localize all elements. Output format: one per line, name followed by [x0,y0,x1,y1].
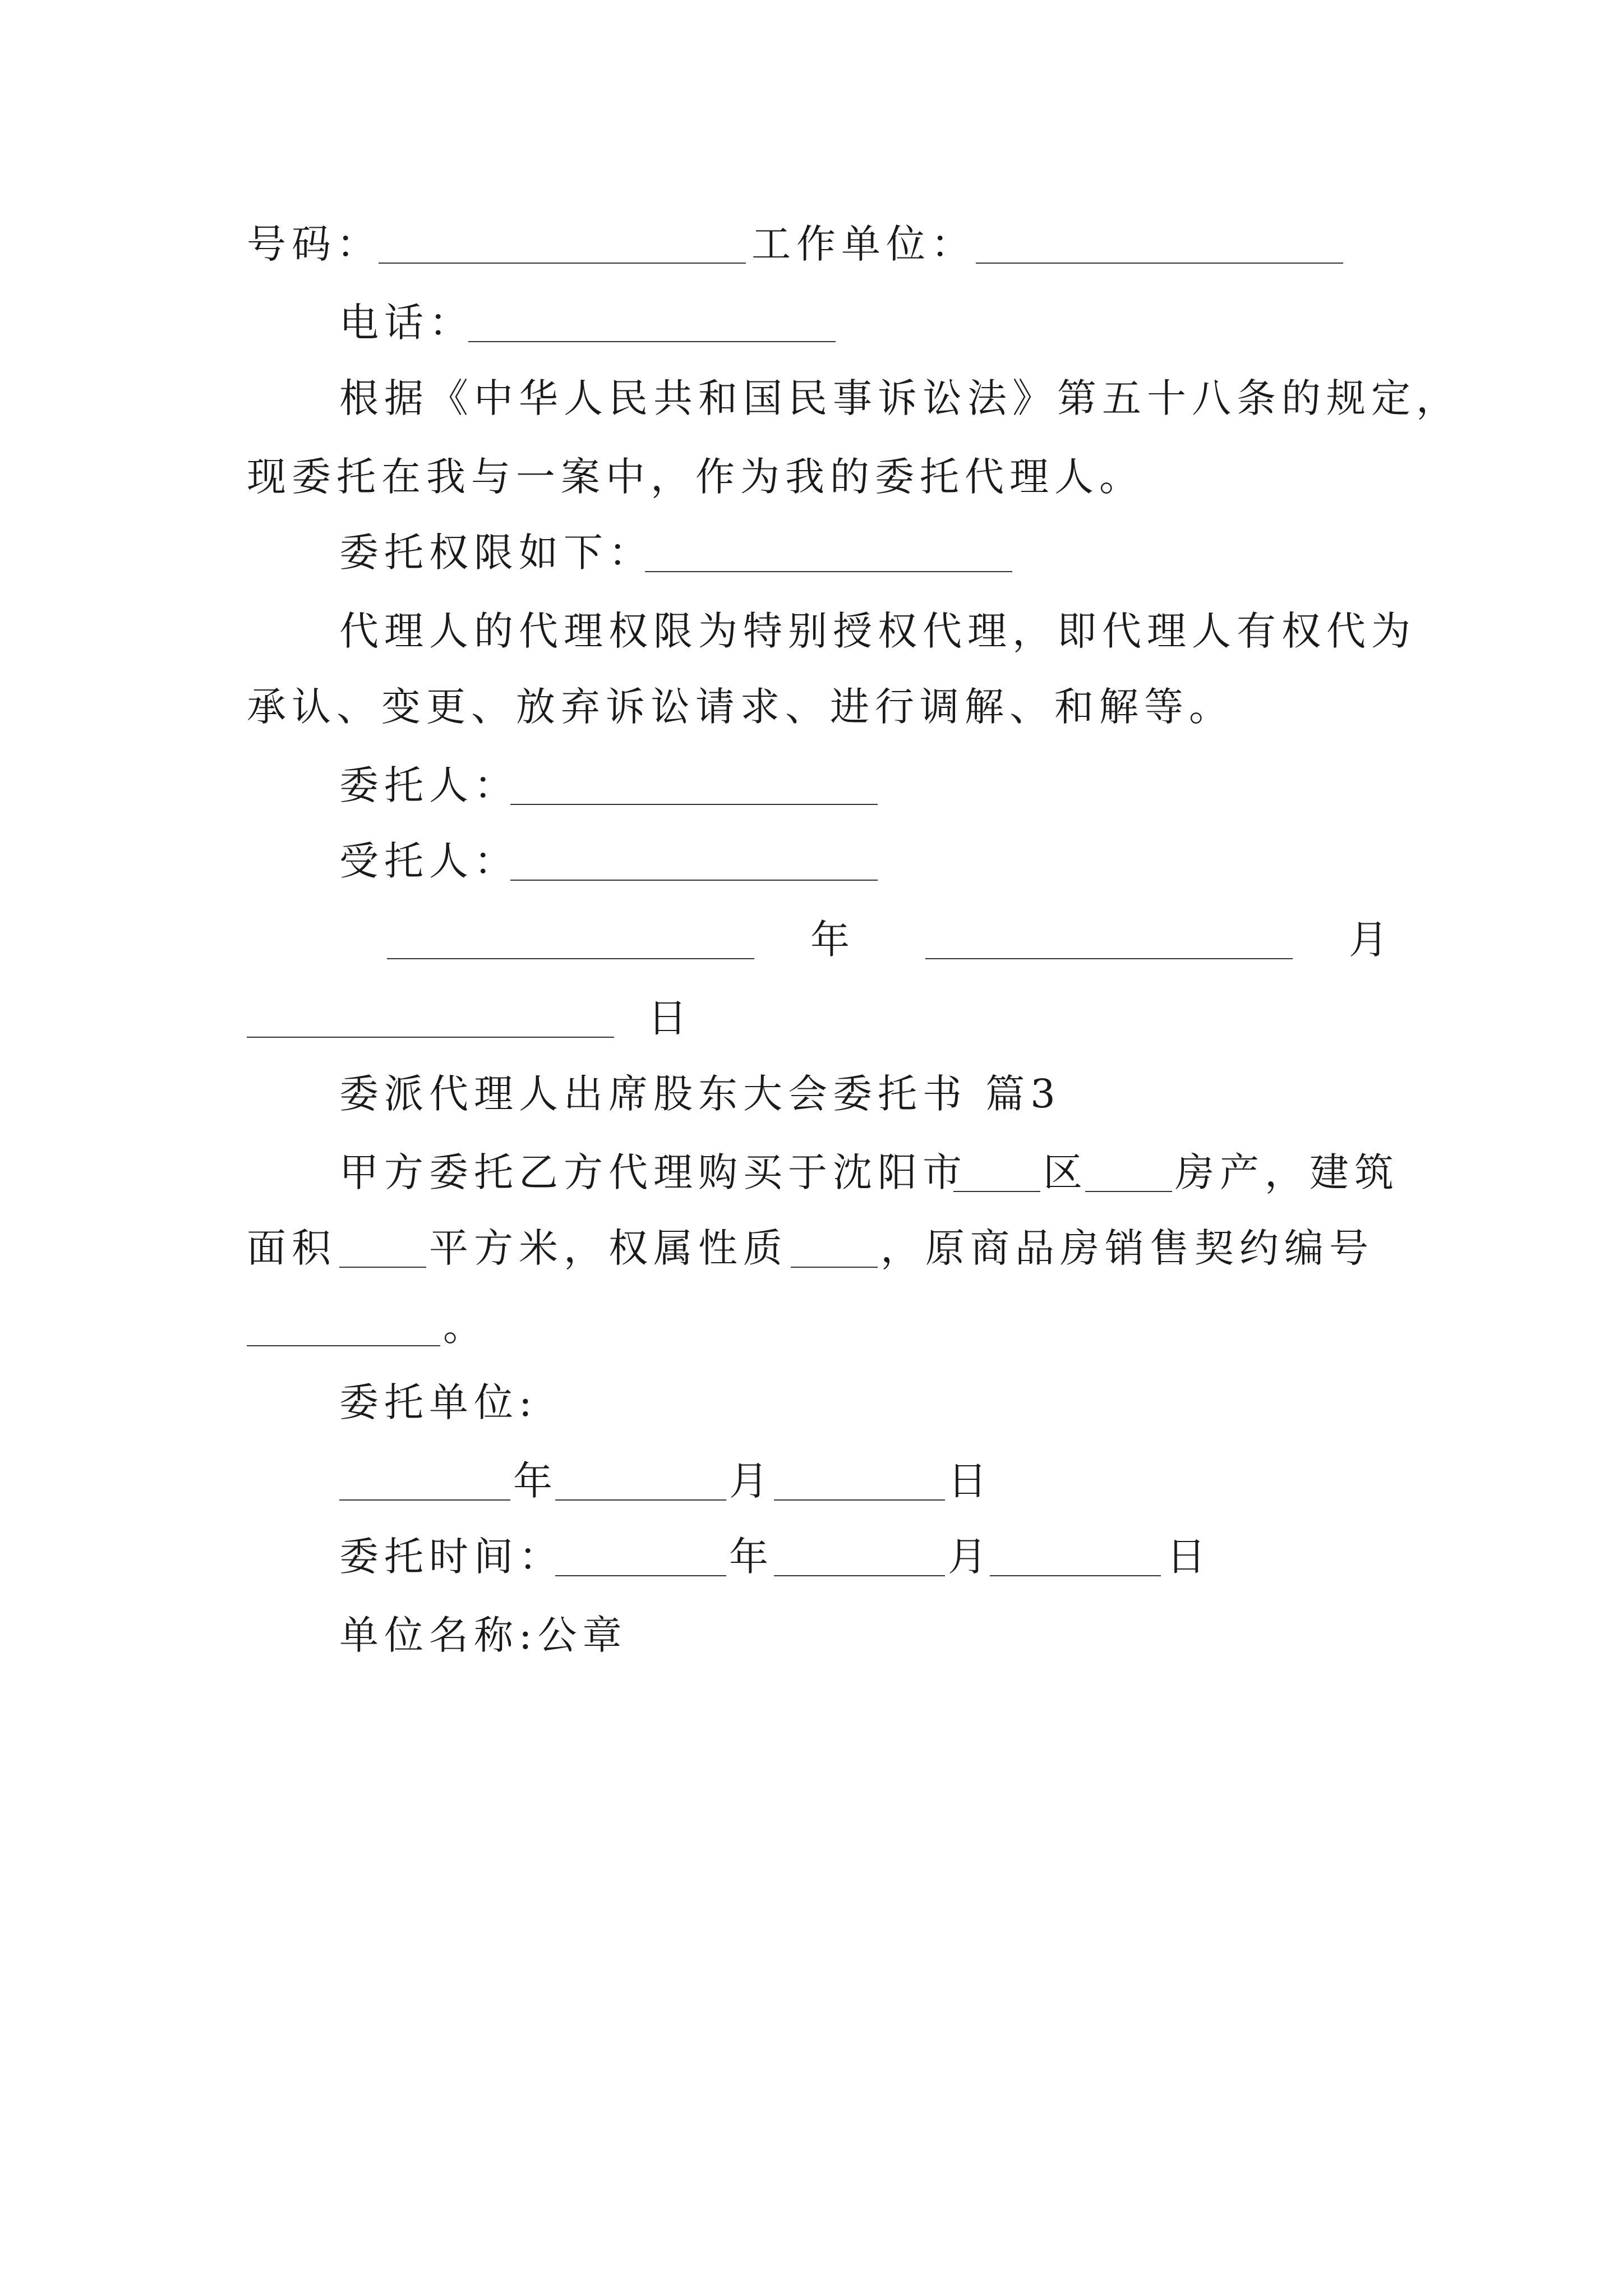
paragraph-authority-scope-line-2 [0,676,1623,738]
principal-blank [510,754,878,816]
purchase-text-1: 甲方委托乙方代理购买于沈阳市 [339,1149,967,1195]
unit-year-blank [339,1450,510,1512]
time-month-label: 月 [948,1534,993,1580]
line-date-year-month [0,909,1623,970]
day-label: 日 [648,995,693,1041]
line-unit-date [0,1450,1623,1512]
authority-scope-text-2: 承认、变更、放弃诉讼请求、进行调解、和解等。 [247,684,1234,730]
month-label: 月 [1349,917,1394,963]
phone-label: 电话： [339,300,474,346]
section-heading-text: 委派代理人出席股东大会委托书 篇3 [339,1071,1061,1117]
paragraph-purchase-line-2 [0,1217,1623,1279]
line-agent [0,830,1623,892]
contract-number-blank [247,1296,440,1358]
line-entrusting-unit [0,1372,1623,1433]
agent-blank [510,830,878,892]
year-blank [387,909,754,970]
line-authority [0,522,1623,583]
unit-year-label: 年 [513,1458,558,1504]
ownership-label: 平方米，权属性质 [429,1225,788,1271]
paragraph-legal-basis-line-1 [0,367,1623,429]
unit-month-blank [555,1450,726,1512]
line-phone [0,292,1623,353]
period-mark: 。 [443,1304,488,1350]
area-label: 面积 [247,1225,336,1271]
entrusting-unit-label: 委托单位: [339,1379,538,1425]
paragraph-legal-basis-line-2 [0,446,1623,508]
authority-blank [645,522,1012,583]
month-blank [925,909,1293,970]
area-blank [339,1217,426,1279]
section-heading [0,1063,1623,1125]
work-unit-blank [976,213,1343,275]
purchase-text-2: 房产，建筑 [1175,1149,1399,1195]
line-id-number-work-unit [0,213,1623,275]
work-unit-label: 工作单位： [751,221,976,267]
legal-basis-text-2: 现委托在我与一案中，作为我的委托代理人。 [247,454,1144,500]
id-number-blank [379,213,746,275]
line-date-day [0,987,1623,1049]
property-blank [1085,1142,1172,1203]
unit-name-seal-label: 单位名称:公章 [339,1612,628,1658]
time-day-blank [990,1526,1161,1588]
time-year-label: 年 [729,1534,774,1580]
day-blank [247,987,614,1049]
phone-blank [468,292,836,353]
year-label: 年 [810,917,855,963]
unit-day-label: 日 [948,1458,993,1504]
contract-number-label: ，原商品房销售契约编号 [880,1225,1374,1271]
time-month-blank [774,1526,945,1588]
unit-day-blank [774,1450,945,1512]
paragraph-purchase-line-3 [0,1296,1623,1358]
entrust-time-label: 委托时间： [339,1534,564,1580]
authority-label: 委托权限如下： [339,530,653,576]
paragraph-authority-scope-line-1 [0,600,1623,662]
principal-label: 委托人： [339,762,519,808]
agent-label: 受托人： [339,838,519,884]
authority-scope-text-1: 代理人的代理权限为特别授权代理，即代理人有权代为 [339,608,1416,654]
legal-basis-text-1: 根据《中华人民共和国民事诉讼法》第五十八条的规定， [339,375,1461,421]
id-number-label: 号码： [247,221,381,267]
time-year-blank [555,1526,726,1588]
ownership-blank [791,1217,878,1279]
time-day-label: 日 [1166,1534,1211,1580]
line-unit-name [0,1604,1623,1666]
district-label: 区 [1043,1149,1088,1195]
unit-month-label: 月 [729,1458,774,1504]
paragraph-purchase-line-1 [0,1142,1623,1203]
line-entrust-time [0,1526,1623,1588]
district-blank [953,1142,1040,1203]
line-principal [0,754,1623,816]
